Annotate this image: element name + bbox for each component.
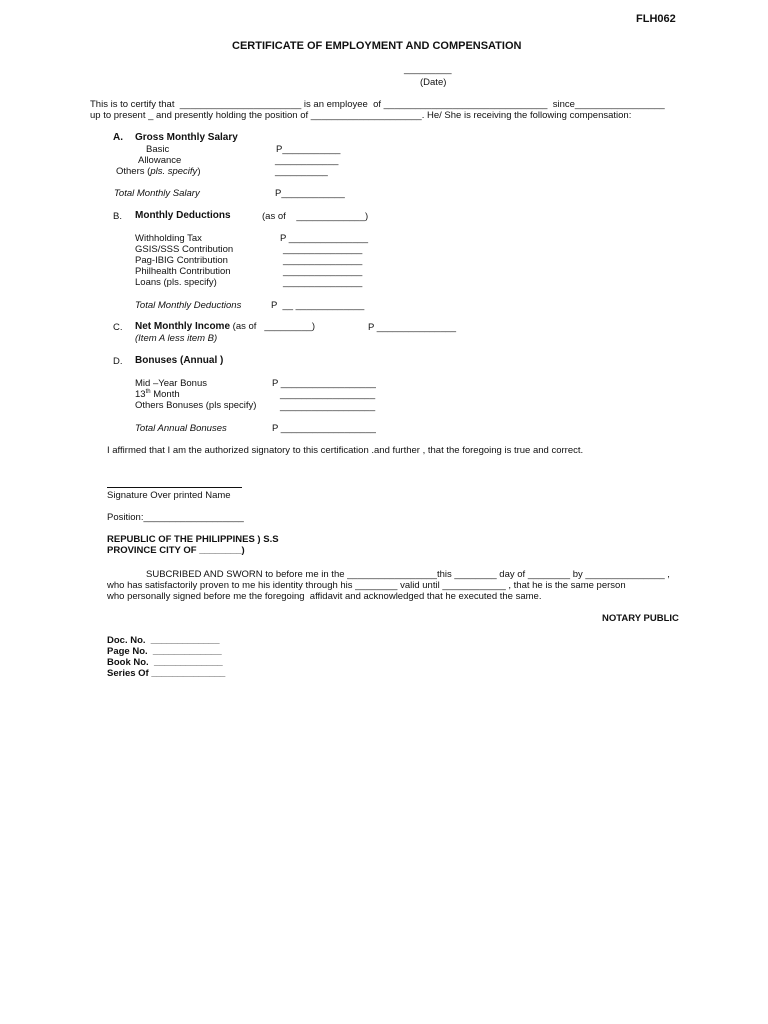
date-label: (Date) bbox=[420, 77, 447, 88]
allowance-blank: ____________ bbox=[275, 155, 339, 166]
form-code: FLH062 bbox=[636, 13, 676, 25]
basic-blank: P___________ bbox=[276, 144, 341, 155]
others-bonuses-label: Others Bonuses (pls specify) bbox=[135, 400, 257, 411]
deduction-blank-1: _______________ bbox=[283, 244, 363, 255]
deduction-blank-0: P _______________ bbox=[280, 233, 369, 244]
total-monthly-salary-label: Total Monthly Salary bbox=[114, 188, 200, 199]
certify-line-2: up to present _ and presently holding the position of _____________________. He/ She is receiving the following compensation: bbox=[90, 110, 632, 121]
sworn-line-1: SUBCRIBED AND SWORN to before me in the _________________this ________ day of ________ by _______________ , bbox=[146, 569, 670, 580]
others-bonuses-blank: __________________ bbox=[280, 401, 376, 412]
net-income-note: (Item A less item B) bbox=[135, 333, 218, 344]
deduction-blank-4: _______________ bbox=[283, 277, 363, 288]
total-deductions-label: Total Monthly Deductions bbox=[135, 300, 242, 311]
thirteenth-month-label: 13th Month bbox=[135, 389, 180, 400]
deduction-blank-2: _______________ bbox=[283, 255, 363, 266]
deduction-blank-3: _______________ bbox=[283, 266, 363, 277]
section-b-title: Monthly Deductions bbox=[135, 210, 231, 221]
series-of: Series Of ______________ bbox=[107, 668, 226, 679]
book-no: Book No. _____________ bbox=[107, 657, 223, 668]
signature-line bbox=[107, 487, 242, 488]
mid-year-blank: P __________________ bbox=[272, 378, 376, 389]
sworn-line-2: who has satisfactorily proven to me his identity through his ________ valid until ____________ , that he is the same person bbox=[107, 580, 626, 591]
total-bonuses-blank: P __________________ bbox=[272, 423, 376, 434]
section-d-title: Bonuses (Annual ) bbox=[135, 355, 224, 366]
others-label: Others (pls. specify) bbox=[116, 166, 201, 177]
total-monthly-salary-blank: P____________ bbox=[275, 188, 345, 199]
document-title: CERTIFICATE OF EMPLOYMENT AND COMPENSATION bbox=[232, 40, 522, 52]
total-bonuses-label: Total Annual Bonuses bbox=[135, 423, 227, 434]
net-income-heading: Net Monthly Income (as of _________) bbox=[135, 321, 316, 332]
doc-no: Doc. No. _____________ bbox=[107, 635, 220, 646]
basic-label: Basic bbox=[146, 144, 170, 155]
deduction-label-3: Philhealth Contribution bbox=[135, 266, 231, 277]
deduction-label-0: Withholding Tax bbox=[135, 233, 202, 244]
province-line: PROVINCE CITY OF ________) bbox=[107, 545, 245, 556]
section-b-letter: B. bbox=[113, 211, 122, 222]
notary-public-label: NOTARY PUBLIC bbox=[602, 613, 679, 624]
signature-label: Signature Over printed Name bbox=[107, 490, 231, 501]
thirteenth-month-blank: __________________ bbox=[280, 389, 376, 400]
net-income-blank: P _______________ bbox=[368, 322, 457, 333]
date-blank: _________ bbox=[404, 64, 452, 75]
section-c-letter: C. bbox=[113, 322, 123, 333]
deduction-label-1: GSIS/SSS Contribution bbox=[135, 244, 234, 255]
total-deductions-blank: P __ _____________ bbox=[271, 300, 365, 311]
mid-year-label: Mid –Year Bonus bbox=[135, 378, 208, 389]
position-field: Position:___________________ bbox=[107, 512, 244, 523]
affirmation-text: I affirmed that I am the authorized signatory to this certification .and further , that the foregoing is true and correct. bbox=[107, 445, 584, 456]
others-blank: __________ bbox=[275, 166, 328, 177]
page-no: Page No. _____________ bbox=[107, 646, 222, 657]
certify-line-1: This is to certify that _______________________ is an employee of _______________________________ since_________________ bbox=[90, 99, 665, 110]
section-a-letter: A. bbox=[113, 132, 123, 143]
section-d-letter: D. bbox=[113, 356, 123, 367]
deduction-label-2: Pag-IBIG Contribution bbox=[135, 255, 228, 266]
republic-line: REPUBLIC OF THE PHILIPPINES ) S.S bbox=[107, 534, 279, 545]
deduction-label-4: Loans (pls. specify) bbox=[135, 277, 217, 288]
sworn-line-3: who personally signed before me the foregoing affidavit and acknowledged that he executed the same. bbox=[107, 591, 542, 602]
section-a-title: Gross Monthly Salary bbox=[135, 132, 238, 143]
allowance-label: Allowance bbox=[138, 155, 182, 166]
deductions-as-of: (as of _____________) bbox=[262, 211, 369, 222]
